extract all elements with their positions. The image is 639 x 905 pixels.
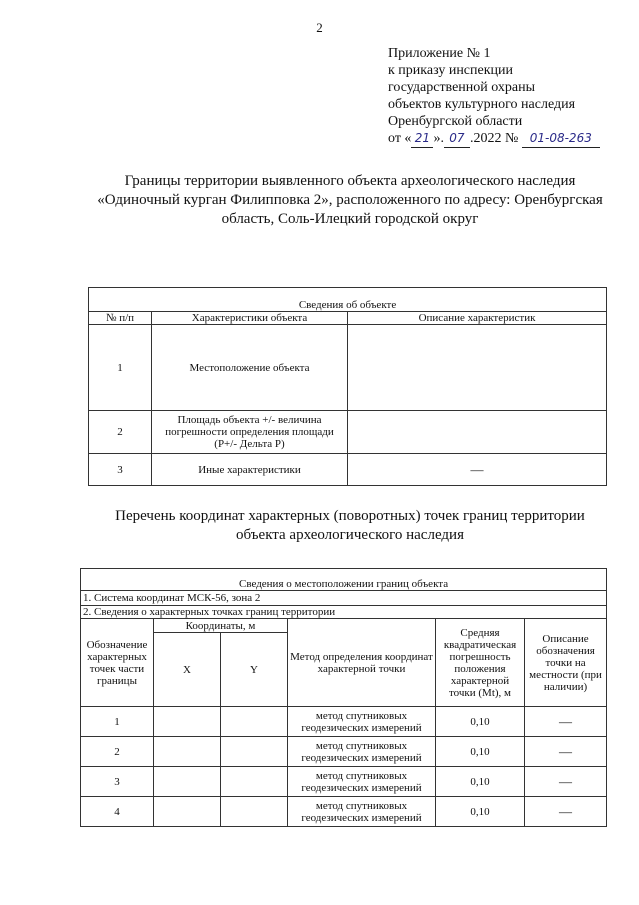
title-line: объекта археологического наследия [236,527,464,543]
method-value: метод спутниковых геодезических измерений [288,737,436,767]
description-value: — [525,797,607,827]
row-number: 2 [89,411,152,454]
appendix-line: Оренбургской области [388,114,523,129]
coordinates-header: Координаты, м [154,619,288,633]
method-header: Метод определения координат характерной точки [288,619,436,707]
handwritten-month: 07 [449,131,465,145]
appendix-line: государственной охраны [388,80,536,95]
x-header: X [154,633,221,707]
table-caption: Сведения об объекте [89,288,607,312]
y-value [221,707,288,737]
table-row [81,707,607,737]
row-description [348,411,607,454]
table-caption: Сведения о местоположении границ объекта [81,569,607,591]
title-line: «Одиночный курган Филипповка 2», расположенного по адресу: Оренбургская [97,192,603,208]
point-id: 1 [81,707,154,737]
accuracy-value: 0,10 [436,707,525,737]
method-value: метод спутниковых геодезических измерений [288,767,436,797]
designation-header: Обозначение характерных точек части границы [81,619,154,707]
accuracy-header: Средняя квадратическая погрешность положения характерной точки (Mt), м [436,619,525,707]
appendix-line: к приказу инспекции [388,63,514,78]
object-info-table [88,287,607,486]
column-header: № п/п [89,312,152,325]
y-header: Y [221,633,288,707]
appendix-line: Приложение № 1 [388,46,491,61]
row-number: 1 [89,325,152,411]
x-value [154,707,221,737]
title-line: Границы территории выявленного объекта археологического наследия [124,173,576,189]
column-header: Описание характеристик [348,312,607,325]
appendix-header [388,45,628,148]
description-value: — [525,737,607,767]
row-characteristic: Местоположение объекта [152,325,348,411]
description-value: — [525,767,607,797]
coordinates-table [80,568,607,827]
date-prefix: от « [388,131,412,146]
y-value [221,767,288,797]
row-description: — [348,454,607,486]
y-value [221,737,288,767]
method-value: метод спутниковых геодезических измерений [288,707,436,737]
row-characteristic: Иные характеристики [152,454,348,486]
table-row [81,767,607,797]
point-id: 2 [81,737,154,767]
accuracy-value: 0,10 [436,767,525,797]
row-number: 3 [89,454,152,486]
point-id: 3 [81,767,154,797]
table-row [89,454,607,486]
handwritten-order-number: 01-08-263 [529,131,592,145]
row-description [348,325,607,411]
x-value [154,737,221,767]
table-row [89,411,607,454]
date-year: .2022 № [469,131,519,146]
accuracy-value: 0,10 [436,797,525,827]
column-header: Характеристики объекта [152,312,348,325]
document-title [80,172,620,229]
title-line: область, Соль-Илецкий городской округ [221,211,479,227]
accuracy-value: 0,10 [436,737,525,767]
coordinates-title [90,507,610,545]
handwritten-day: 21 [414,131,431,145]
table-row [89,325,607,411]
appendix-line: объектов культурного наследия [388,97,576,112]
table-row [81,737,607,767]
table-row [81,797,607,827]
title-line: Перечень координат характерных (поворотных) точек границ территории [115,508,585,524]
x-value [154,797,221,827]
order-date-line [388,130,628,148]
description-value: — [525,707,607,737]
x-value [154,767,221,797]
page-number: 2 [316,20,323,35]
row-characteristic: Площадь объекта +/- величина погрешности определения площади (P+/- Дельта P) [152,411,348,454]
points-caption: 2. Сведения о характерных точках границ территории [81,606,607,619]
coordinate-system: 1. Система координат МСК-56, зона 2 [81,591,607,606]
y-value [221,797,288,827]
description-header: Описание обозначения точки на местности (при наличии) [525,619,607,707]
method-value: метод спутниковых геодезических измерений [288,797,436,827]
date-mid: ». [433,131,444,146]
point-id: 4 [81,797,154,827]
